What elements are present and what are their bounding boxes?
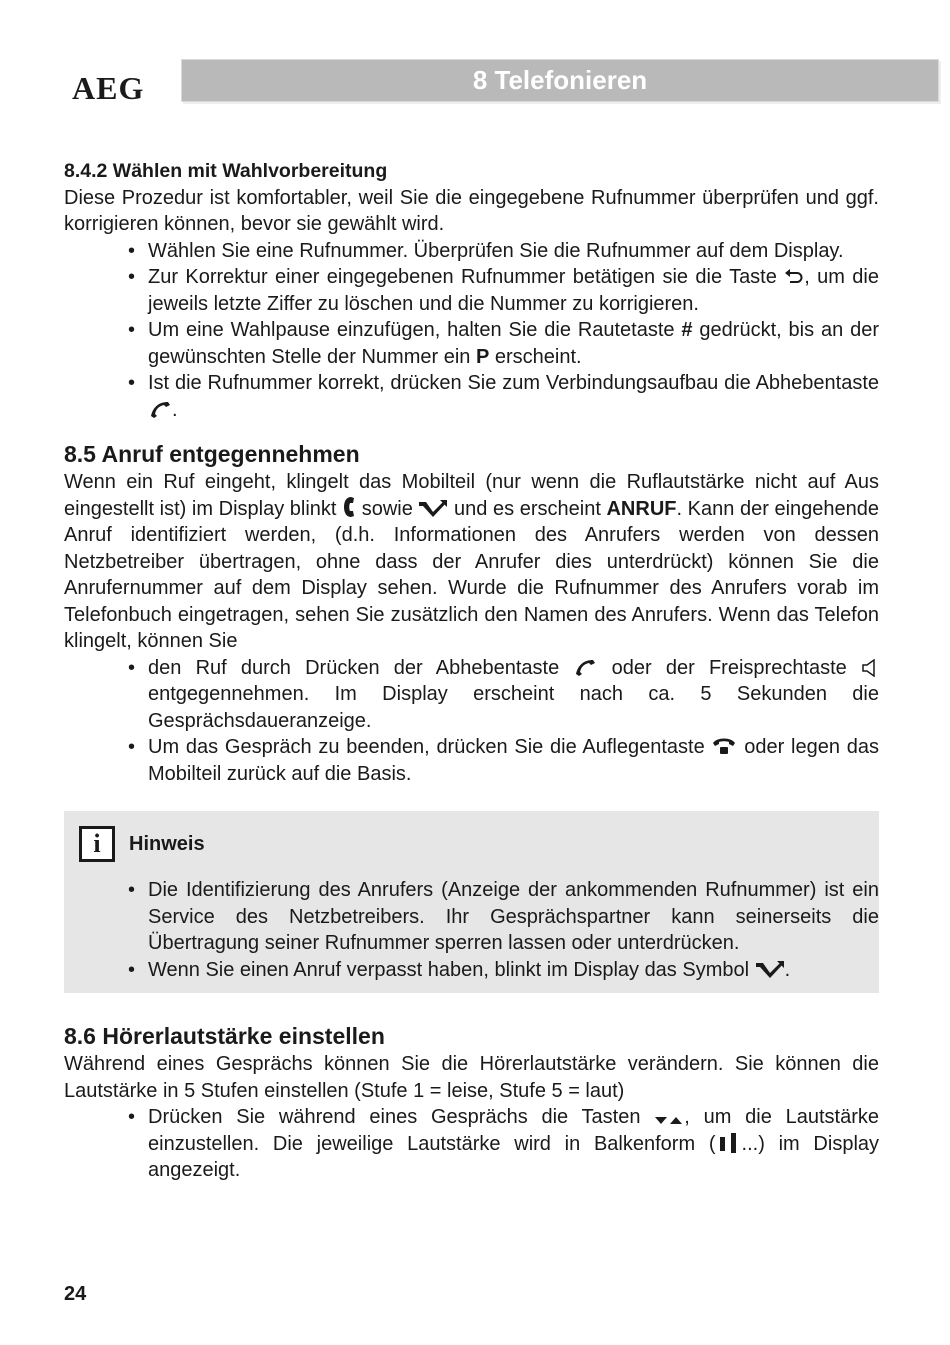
chapter-header-bar [181,59,939,102]
section-85-paragraph: Wenn ein Ruf eingeht, klingelt das Mobilteil (nur wenn die Ruflautstärke nicht auf Aus eingestellt ist) im Display blinkt sowie und es erscheint ANRUF. Kann der eingehende Anruf identifiziert werden, (d.h. Informationen des Anrufers werden von dessen Netzbetreiber übertragen, ohne dass der Anrufer dies unterdrückt) können Sie die Anrufernummer auf dem Display sehen. Wurde die Rufnummer des Anrufers vorab im Telefonbuch eingetragen, sehen Sie zusätzlich den Namen des Anrufers. Wenn das Telefon klingelt, können Sie [64,471,880,652]
section-842-heading: 8.4.2 Wählen mit Wahlvorbereitung [64,160,388,182]
info-icon: i [79,826,115,862]
section-85-heading: 8.5 Anruf entgegennehmen [64,441,360,467]
list-item: • Die Identifizierung des Anrufers (Anzeige der ankommenden Rufnummer) ist ein Service des Netzbetreibers. Ihr Gesprächspartner kann seinerseits die Übertragung seiner Rufnummer sperren lassen oder unterdrücken. [148,877,879,957]
brand-logo: AEG [72,70,145,106]
volume-bars-icon [716,1131,742,1153]
list-item: • Um das Gespräch zu beenden, drücken Sie die Auflegentaste oder legen das Mobilteil zurück auf die Basis. [148,734,879,787]
speaker-icon [861,659,879,677]
section-842-list [64,238,879,424]
section-842-intro: Diese Prozedur ist komfortabler, weil Sie die eingegebene Rufnummer überprüfen und ggf. korrigieren können, bevor sie gewählt wird. [64,186,879,235]
page-content [64,158,879,1184]
hint-box [64,811,879,993]
chapter-title: 8 Telefonieren [472,65,648,95]
section-85-list [64,655,879,788]
call-arrow-icon [418,498,448,518]
hint-list [64,877,879,983]
arrow-up-icon [668,1114,684,1126]
list-item: • Drücken Sie während eines Gesprächs die Tasten , um die Lautstärke einzustellen. Die jeweilige Lautstärke wird in Balkenform ( ...) im Display angezeigt. [148,1104,879,1184]
list-item: • Wenn Sie einen Anruf verpasst haben, blinkt im Display das Symbol . [148,957,879,984]
arrow-down-icon [654,1114,668,1126]
list-item: • Wählen Sie eine Rufnummer. Überprüfen Sie die Rufnummer auf dem Display. [148,238,879,265]
hint-header [64,821,879,867]
section-86-intro: Während eines Gesprächs können Sie die Hörerlautstärke verändern. Sie können die Lautstärke in 5 Stufen einstellen (Stufe 1 = leise, Stufe 5 = laut) [64,1053,879,1102]
call-handset-icon [148,399,172,419]
call-handset-icon [573,657,597,677]
ringing-handset-icon [342,496,356,518]
list-item: • den Ruf durch Drücken der Abhebentaste oder der Freisprechtaste entgegennehmen. Im Display erscheint nach ca. 5 Sekunden die Gesprächsdaueranzeige. [148,655,879,735]
page-number: 24 [64,1283,87,1305]
section-86-list [64,1104,879,1184]
hint-title: Hinweis [129,832,205,855]
section-86-heading: 8.6 Hörerlautstärke einstellen [64,1023,385,1049]
back-arrow-icon [784,268,804,286]
list-item: • Zur Korrektur einer eingegebenen Rufnummer betätigen sie die Taste , um die jeweils letzte Ziffer zu löschen und die Nummer zu korrigieren. [148,264,879,317]
hang-up-icon [711,736,737,756]
list-item: • Um eine Wahlpause einzufügen, halten Sie die Rautetaste # gedrückt, bis an der gewünschten Stelle der Nummer ein P erscheint. [148,317,879,370]
missed-call-icon [755,959,785,979]
list-item: • Ist die Rufnummer korrekt, drücken Sie zum Verbindungsaufbau die Abhebentaste . [148,370,879,423]
